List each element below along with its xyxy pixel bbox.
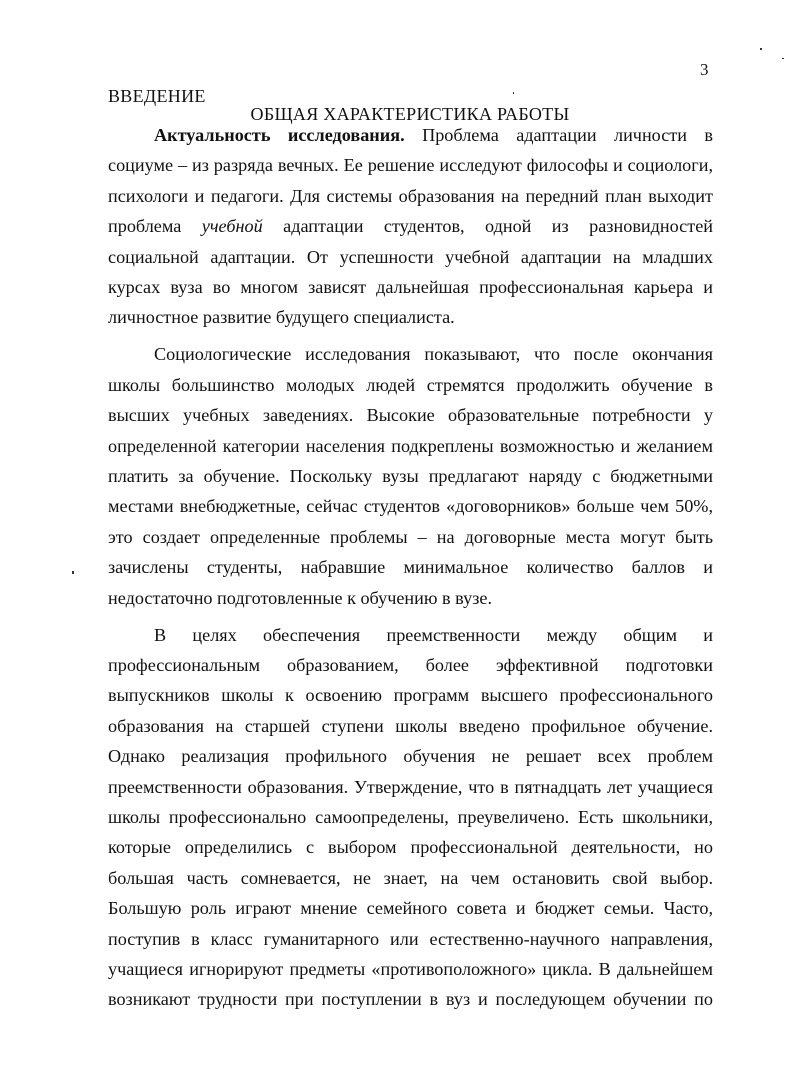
scan-speck [782,58,784,59]
scan-speck [72,571,74,574]
paragraph-text: Проблема адаптации личности в социуме – из разряда вечных. Ее решение исследуют философы и социологи, психологи и педагоги. Для системы образования на передний план выходит проблема [108,125,714,237]
document-title: ОБЩАЯ ХАРАКТЕРИСТИКА РАБОТЫ [250,104,570,124]
body-text [108,120,713,1021]
paragraph-lead: Актуальность исследования. [154,125,405,145]
paragraph-text: адаптации студентов, одной из разновидностей социальной адаптации. От успешности учебной адаптации на младших курсах вуза во многом зависят дальнейшая профессиональная карьера и личностное развитие будущего специалиста. [108,216,714,328]
scan-speck [760,48,762,50]
emphasis-text: учебной [201,216,263,237]
page-number: 3 [700,60,709,79]
paragraph-relevance [108,120,713,333]
paragraph-sociology: Социологические исследования показывают, что после окончания школы большинство молодых людей стремятся продолжить обучение в высших учебных заведениях. Высокие образовательные потребности у определенной категории населения подкреплены возможностью и желанием платить за обучение. Поскольку вузы предлагают наряду с бюджетными местами внебюджетные, сейчас студентов «договорников» больше чем 50%, это создает определенные проблемы – на договорные места могут быть зачислены студенты, набравшие минимальное количество баллов и недостаточно подготовленные к обучению в вузе. [108,344,713,608]
section-heading: ВВЕДЕНИЕ [108,86,206,106]
scan-speck [513,92,514,94]
paragraph-continuity: В целях обеспечения преемственности между общим и профессиональным образованием, более эффективной подготовки выпускников школы к освоению программ высшего профессионального образования на старшей ступени школы введено профильное обучение. Однако реализация профильного обучения не решает всех проблем преемственности образования. Утверждение, что в пятнадцать лет учащиеся школы профессионально самоопределены, преувеличено. Есть школьники, которые определились с выбором профессиональной деятельности, но большая часть сомневается, не знает, на чем остановить свой выбор. Большую роль играют мнение семейного совета и бюджет семьи. Часто, поступив в класс гуманитарного или естественно-научного направления, учащиеся игнорируют предметы «противоположного» цикла. В дальнейшем возникают трудности при поступлении в вуз и последующем обучении по [108,624,713,1010]
